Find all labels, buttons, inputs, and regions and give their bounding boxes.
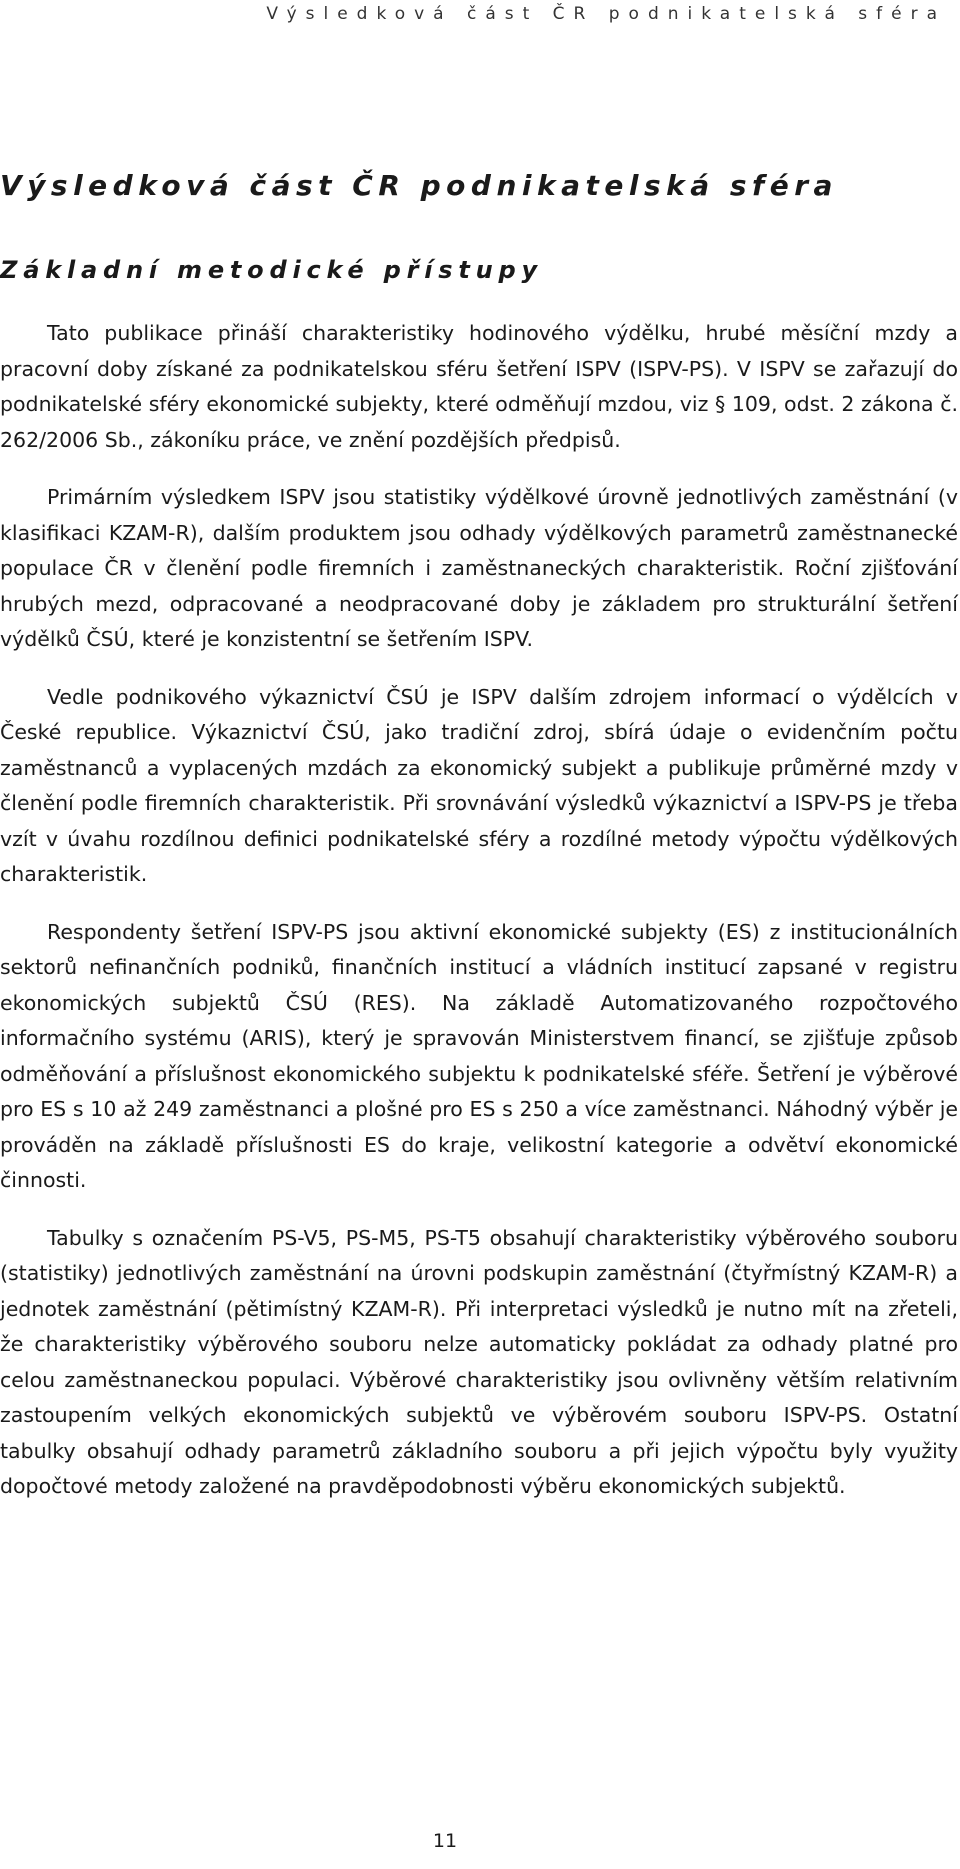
document-body	[0, 168, 958, 1527]
paragraph-primary-results: Primárním výsledkem ISPV jsou statistiky výdělkové úrovně jednotlivých zaměstnání (v klasifikaci KZAM-R), dalším produktem jsou odhady výdělkových parametrů zaměstnanecké populace ČR v členění podle firemních i zaměstnaneckých charakteristik. Roční zjišťování hrubých mezd, odpracované a neodpracované doby je základem pro strukturální šetření výdělků ČSÚ, které je konzistentní se šetřením ISPV.	[0, 485, 958, 651]
paragraph-intro: Tato publikace přináší charakteristiky hodinového výdělku, hrubé měsíční mzdy a pracovní doby získané za podnikatelskou sféru šetření ISPV (ISPV-PS). V ISPV se zařazují do podnikatelské sféry ekonomické subjekty, které odměňují mzdou, viz § 109, odst. 2 zákona č. 262/2006 Sb., zákoníku práce, ve znění pozdějších předpisů.	[0, 321, 958, 452]
page-title: Výsledková část ČR podnikatelská sféra	[0, 169, 838, 202]
paragraph-csu-reporting: Vedle podnikového výkaznictví ČSÚ je ISPV dalším zdrojem informací o výdělcích v České republice. Výkaznictví ČSÚ, jako tradiční zdroj, sbírá údaje o evidenčním počtu zaměstnanců a vyplacených mzdách za ekonomický subjekt a publikuje průměrné mzdy v členění podle firemních charakteristik. Při srovnávání výsledků výkaznictví a ISPV-PS je třeba vzít v úvahu rozdílnou definici podnikatelské sféry a rozdílné metody výpočtu výdělkových charakteristik.	[0, 684, 958, 886]
paragraph-respondents: Respondenty šetření ISPV-PS jsou aktivní ekonomické subjekty (ES) z institucionálních sektorů nefinančních podniků, finančních institucí a vládních institucí zapsané v registru ekonomických subjektů ČSÚ (RES). Na základě Automatizovaného rozpočtového informačního systému (ARIS), který je spravován Ministerstvem financí, se zjišťuje způsob odměňování a příslušnost ekonomického subjektu k podnikatelské sféře. Šetření je výběrové pro ES s 10 až 249 zaměstnanci a plošné pro ES s 250 a více zaměstnanci. Náhodný výběr je prováděn na základě příslušnosti ES do kraje, velikostní kategorie a odvětví ekonomické činnosti.	[0, 919, 958, 1192]
section-title: Základní metodické přístupy	[0, 256, 543, 284]
paragraph-tables: Tabulky s označením PS-V5, PS-M5, PS-T5 obsahují charakteristiky výběrového souboru (statistiky) jednotlivých zaměstnání na úrovni podskupin zaměstnání (čtyřmístný KZAM-R) a jednotek zaměstnání (pětimístný KZAM-R). Při interpretaci výsledků je nutno mít na zřeteli, že charakteristiky výběrového souboru nelze automaticky pokládat za odhady platné pro celou zaměstnaneckou populaci. Výběrové charakteristiky jsou ovlivněny větším relativním zastoupením velkých ekonomických subjektů ve výběrovém souboru ISPV-PS. Ostatní tabulky obsahují odhady parametrů základního souboru a při jejich výpočtu byly využity dopočtové metody založené na pravděpodobnosti výběru ekonomických subjektů.	[0, 1225, 958, 1498]
running-header: Výsledková část ČR podnikatelská sféra	[266, 4, 946, 24]
page-number: 11	[432, 1830, 458, 1852]
